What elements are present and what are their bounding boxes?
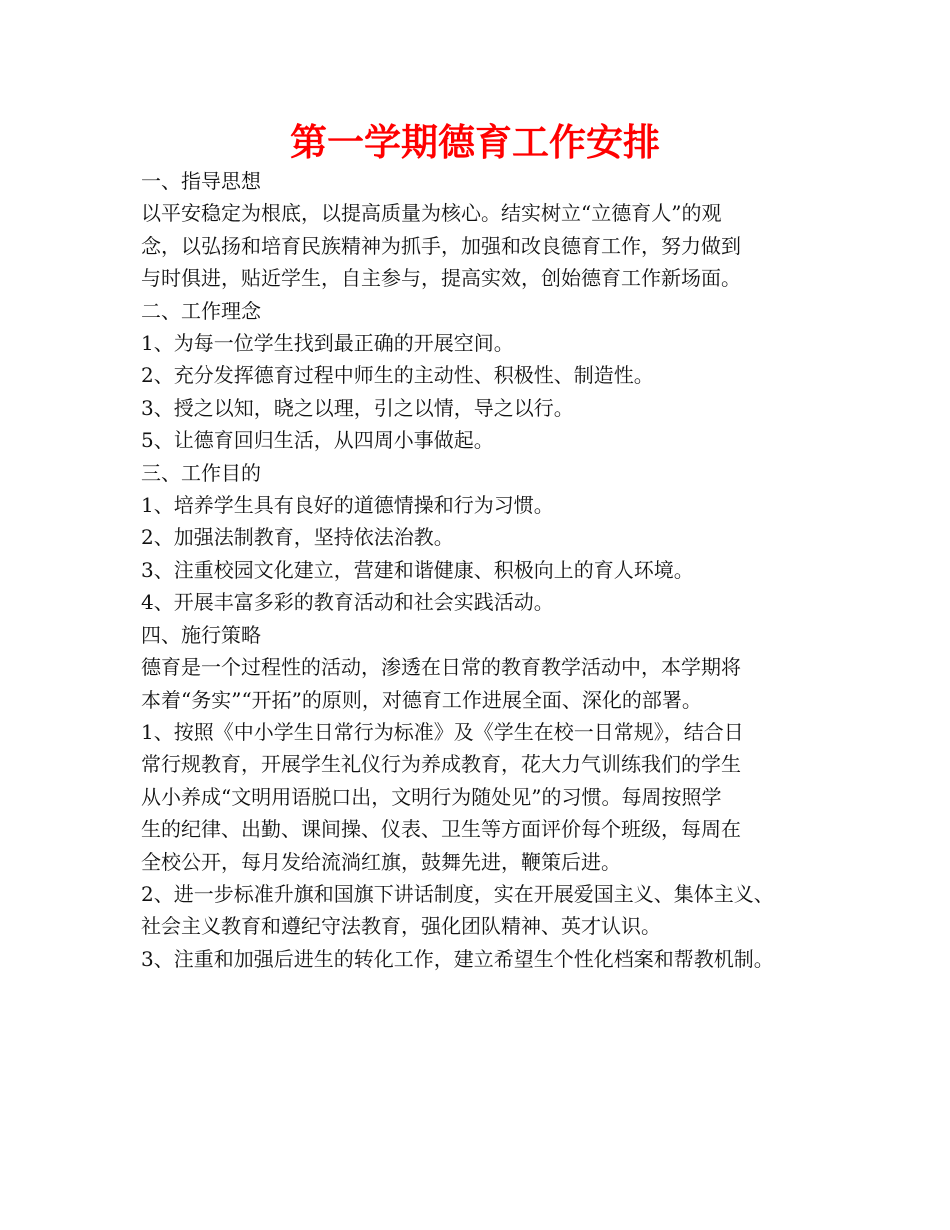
paragraph-line: 本着“务实”“开拓”的原则，对德育工作进展全面、深化的部署。 (141, 687, 702, 712)
list-item: 1、培养学生具有良好的道德情操和行为习惯。 (141, 493, 554, 518)
paragraph-line: 念，以弘扬和培育民族精神为抓手，加强和改良德育工作，努力做到 (141, 233, 741, 258)
list-item: 2、充分发挥德育过程中师生的主动性、积极性、制造性。 (141, 363, 654, 388)
paragraph-line: 生的纪律、出勤、课间操、仪表、卫生等方面评价每个班级，每周在 (141, 817, 741, 842)
paragraph-line: 从小养成“文明用语脱口出，文明行为随处见”的习惯。每周按照学 (141, 784, 722, 809)
section-heading-strategies: 四、施行策略 (141, 622, 261, 647)
paragraph-line: 2、进一步标准升旗和国旗下讲话制度，实在开展爱国主义、集体主义、 (141, 881, 774, 906)
section-heading-work-concept: 二、工作理念 (141, 298, 261, 323)
paragraph-line: 以平安稳定为根底，以提高质量为核心。结实树立“立德育人”的观 (141, 201, 722, 226)
paragraph-line: 1、按照《中小学生日常行为标准》及《学生在校一日常规》，结合日 (141, 719, 744, 744)
section-heading-guiding-ideology: 一、指导思想 (141, 169, 261, 193)
document-body (141, 165, 841, 975)
section-heading-work-goals: 三、工作目的 (141, 460, 261, 485)
document-title: 第一学期德育工作安排 (290, 121, 660, 164)
list-item: 3、授之以知，晓之以理，引之以情，导之以行。 (141, 395, 574, 420)
list-item: 1、为每一位学生找到最正确的开展空间。 (141, 331, 514, 356)
list-item: 4、开展丰富多彩的教育活动和社会实践活动。 (141, 590, 554, 615)
paragraph-line: 社会主义教育和遵纪守法教育，强化团队精神、英才认识。 (141, 914, 661, 939)
list-item: 3、注重校园文化建立，营建和谐健康、积极向上的育人环境。 (141, 557, 694, 582)
list-item: 2、加强法制教育，坚持依法治教。 (141, 525, 454, 550)
paragraph-line: 与时俱进，贴近学生，自主参与，提高实效，创始德育工作新场面。 (141, 266, 741, 291)
paragraph-line: 3、注重和加强后进生的转化工作，建立希望生个性化档案和帮教机制。 (141, 946, 774, 971)
paragraph-line: 常行规教育，开展学生礼仪行为养成教育，花大力气训练我们的学生 (141, 752, 741, 777)
paragraph-line: 德育是一个过程性的活动，渗透在日常的教育教学活动中，本学期将 (141, 655, 741, 680)
list-item: 5、让德育回归生活，从四周小事做起。 (141, 428, 494, 453)
paragraph-line: 全校公开，每月发给流淌红旗，鼓舞先进，鞭策后进。 (141, 849, 621, 874)
